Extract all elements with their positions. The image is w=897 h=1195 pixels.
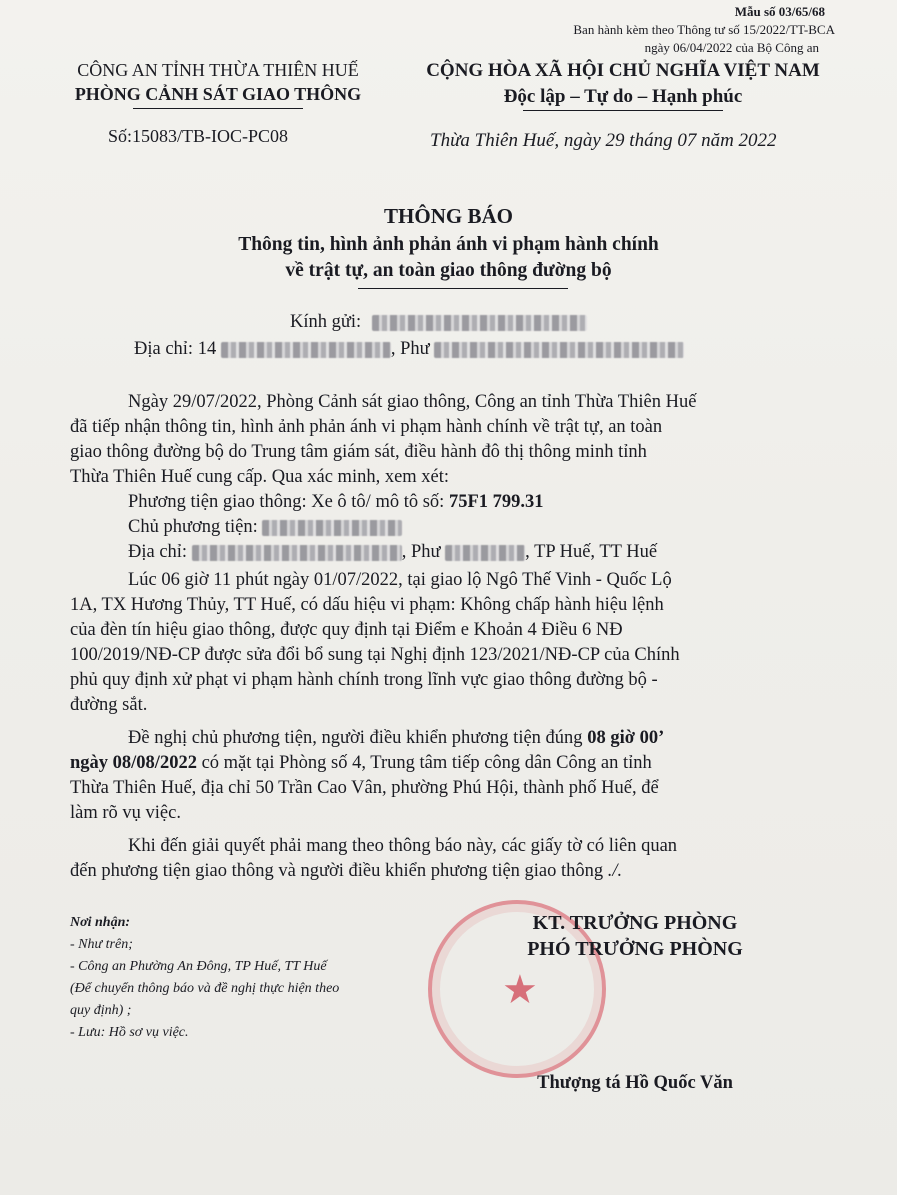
- paragraph-violation: [70, 568, 830, 718]
- issuer-agency: CÔNG AN TỈNH THỪA THIÊN HUẾ: [77, 60, 359, 80]
- p2-line-3: của đèn tín hiệu giao thông, được quy định tại Điểm e Khoản 4 Điều 6 NĐ: [70, 620, 623, 640]
- p2-line-2: 1A, TX Hương Thủy, TT Huế, có dấu hiệu vi phạm: Không chấp hành hiệu lệnh: [70, 595, 664, 615]
- national-heading: [398, 58, 848, 111]
- recipients-list: [70, 912, 339, 1044]
- form-regulation-line: Ban hành kèm theo Thông tư số 15/2022/TT-BCA: [573, 22, 835, 37]
- recipient-address-mid: , Phư: [390, 339, 430, 359]
- recipient-line: [290, 312, 587, 333]
- redacted-owner-name: [262, 520, 402, 536]
- recipient-item-3: - Lưu: Hồ sơ vụ việc.: [70, 1025, 189, 1040]
- recipient-address-prefix: 14: [197, 339, 217, 359]
- p4-line-2-text: đến phương tiện giao thông và người điều khiển phương tiện giao thông: [70, 861, 604, 881]
- recipient-item-1: - Như trên;: [70, 937, 133, 952]
- document-title: THÔNG BÁO: [384, 204, 513, 228]
- document-subtitle-1: Thông tin, hình ảnh phản ánh vi phạm hành chính: [238, 234, 659, 255]
- redacted-recipient-ward: [434, 342, 684, 358]
- document-number: Số:15083/TB-IOC-PC08: [108, 126, 289, 146]
- signature-title-2: PHÓ TRƯỞNG PHÒNG: [527, 938, 743, 960]
- recipient-item-2-note-end: quy định) ;: [70, 1003, 132, 1018]
- owner-address-mid: , Phư: [401, 542, 441, 562]
- p3-line-4: làm rõ vụ việc.: [70, 803, 181, 823]
- p1-line-1: Ngày 29/07/2022, Phòng Cảnh sát giao thông, Công an tỉnh Thừa Thiên Huế: [128, 392, 697, 412]
- form-number: Mẫu số 03/65/68: [734, 4, 825, 19]
- redacted-recipient-name: [372, 315, 587, 331]
- redacted-owner-ward: [445, 545, 525, 561]
- seal-star-icon: ★: [502, 967, 538, 1012]
- issuer-department: PHÒNG CẢNH SÁT GIAO THÔNG: [74, 84, 362, 104]
- p2-line-4: 100/2019/NĐ-CP được sửa đổi bổ sung tại Nghị định 123/2021/NĐ-CP của Chính: [70, 645, 680, 665]
- paragraph-summons: [70, 726, 830, 826]
- p3-line-1-text: Đề nghị chủ phương tiện, người điều khiển phương tiện đúng: [128, 728, 583, 748]
- p1-line-4: Thừa Thiên Huế cung cấp. Qua xác minh, xem xét:: [70, 467, 450, 487]
- owner-address-label: Địa chỉ:: [128, 542, 188, 562]
- recipient-address-line: [134, 339, 684, 360]
- owner-label: Chủ phương tiện:: [128, 517, 258, 537]
- signer-name: Thượng tá Hồ Quốc Văn: [537, 1073, 733, 1093]
- issuer-underline: [133, 108, 303, 109]
- appointment-time: 08 giờ 00’: [587, 728, 665, 748]
- national-motto: Độc lập – Tự do – Hạnh phúc: [503, 86, 743, 107]
- paragraph-intro: [70, 390, 830, 565]
- document-date: Thừa Thiên Huế, ngày 29 tháng 07 năm 2022: [430, 130, 777, 151]
- recipient-item-2-note: (Để chuyển thông báo và đề nghị thực hiện theo: [70, 981, 340, 996]
- p3-line-3: Thừa Thiên Huế, địa chỉ 50 Trần Cao Vân, phường Phú Hội, thành phố Huế, để: [70, 778, 659, 798]
- form-regulation-date: ngày 06/04/2022 của Bộ Công an: [644, 40, 819, 55]
- owner-line: [70, 515, 830, 540]
- closing-mark: ./.: [607, 861, 623, 881]
- redacted-owner-street: [192, 545, 402, 561]
- p3-line-2: [70, 751, 830, 776]
- owner-address-line: [70, 540, 830, 565]
- paragraph-instructions: [70, 834, 830, 884]
- p2-line-6: đường sắt.: [70, 695, 148, 715]
- document-subtitle-2: về trật tự, an toàn giao thông đường bộ: [285, 260, 612, 281]
- signature-title-1: KT. TRƯỞNG PHÒNG: [532, 912, 738, 934]
- p1-line-3: giao thông đường bộ do Trung tâm giám sát, điều hành đô thị thông minh tỉnh: [70, 442, 647, 462]
- p2-line-5: phủ quy định xử phạt vi phạm hành chính trong lĩnh vực giao thông đường bộ -: [70, 670, 658, 690]
- p4-line-2: [70, 859, 830, 884]
- vehicle-line: [70, 490, 830, 515]
- motto-underline: [523, 110, 723, 111]
- p3-line-1: [70, 726, 830, 751]
- appointment-date: ngày 08/08/2022: [70, 753, 197, 773]
- recipient-item-2: - Công an Phường An Đông, TP Huế, TT Huế: [70, 959, 327, 974]
- national-name: CỘNG HÒA XÃ HỘI CHỦ NGHĨA VIỆT NAM: [426, 60, 820, 81]
- vehicle-label: Phương tiện giao thông: Xe ô tô/ mô tô số:: [128, 492, 445, 512]
- recipient-address-label: Địa chỉ:: [134, 339, 194, 359]
- issuer-heading: [48, 58, 388, 109]
- p3-line-2-text: có mặt tại Phòng số 4, Trung tâm tiếp công dân Công an tỉnh: [201, 753, 652, 773]
- kinh-gui-label: Kính gửi:: [290, 312, 362, 332]
- redacted-recipient-street: [221, 342, 391, 358]
- p2-line-1: Lúc 06 giờ 11 phút ngày 01/07/2022, tại giao lộ Ngô Thế Vinh - Quốc Lộ: [128, 570, 672, 590]
- p4-line-1: Khi đến giải quyết phải mang theo thông báo này, các giấy tờ có liên quan: [128, 836, 678, 856]
- recipients-heading: Nơi nhận:: [70, 915, 131, 930]
- p1-line-2: đã tiếp nhận thông tin, hình ảnh phản ánh vi phạm hành chính về trật tự, an toàn: [70, 417, 663, 437]
- title-underline: [358, 288, 568, 289]
- vehicle-plate: 75F1 799.31: [448, 492, 544, 512]
- owner-address-tail: , TP Huế, TT Huế: [525, 542, 658, 562]
